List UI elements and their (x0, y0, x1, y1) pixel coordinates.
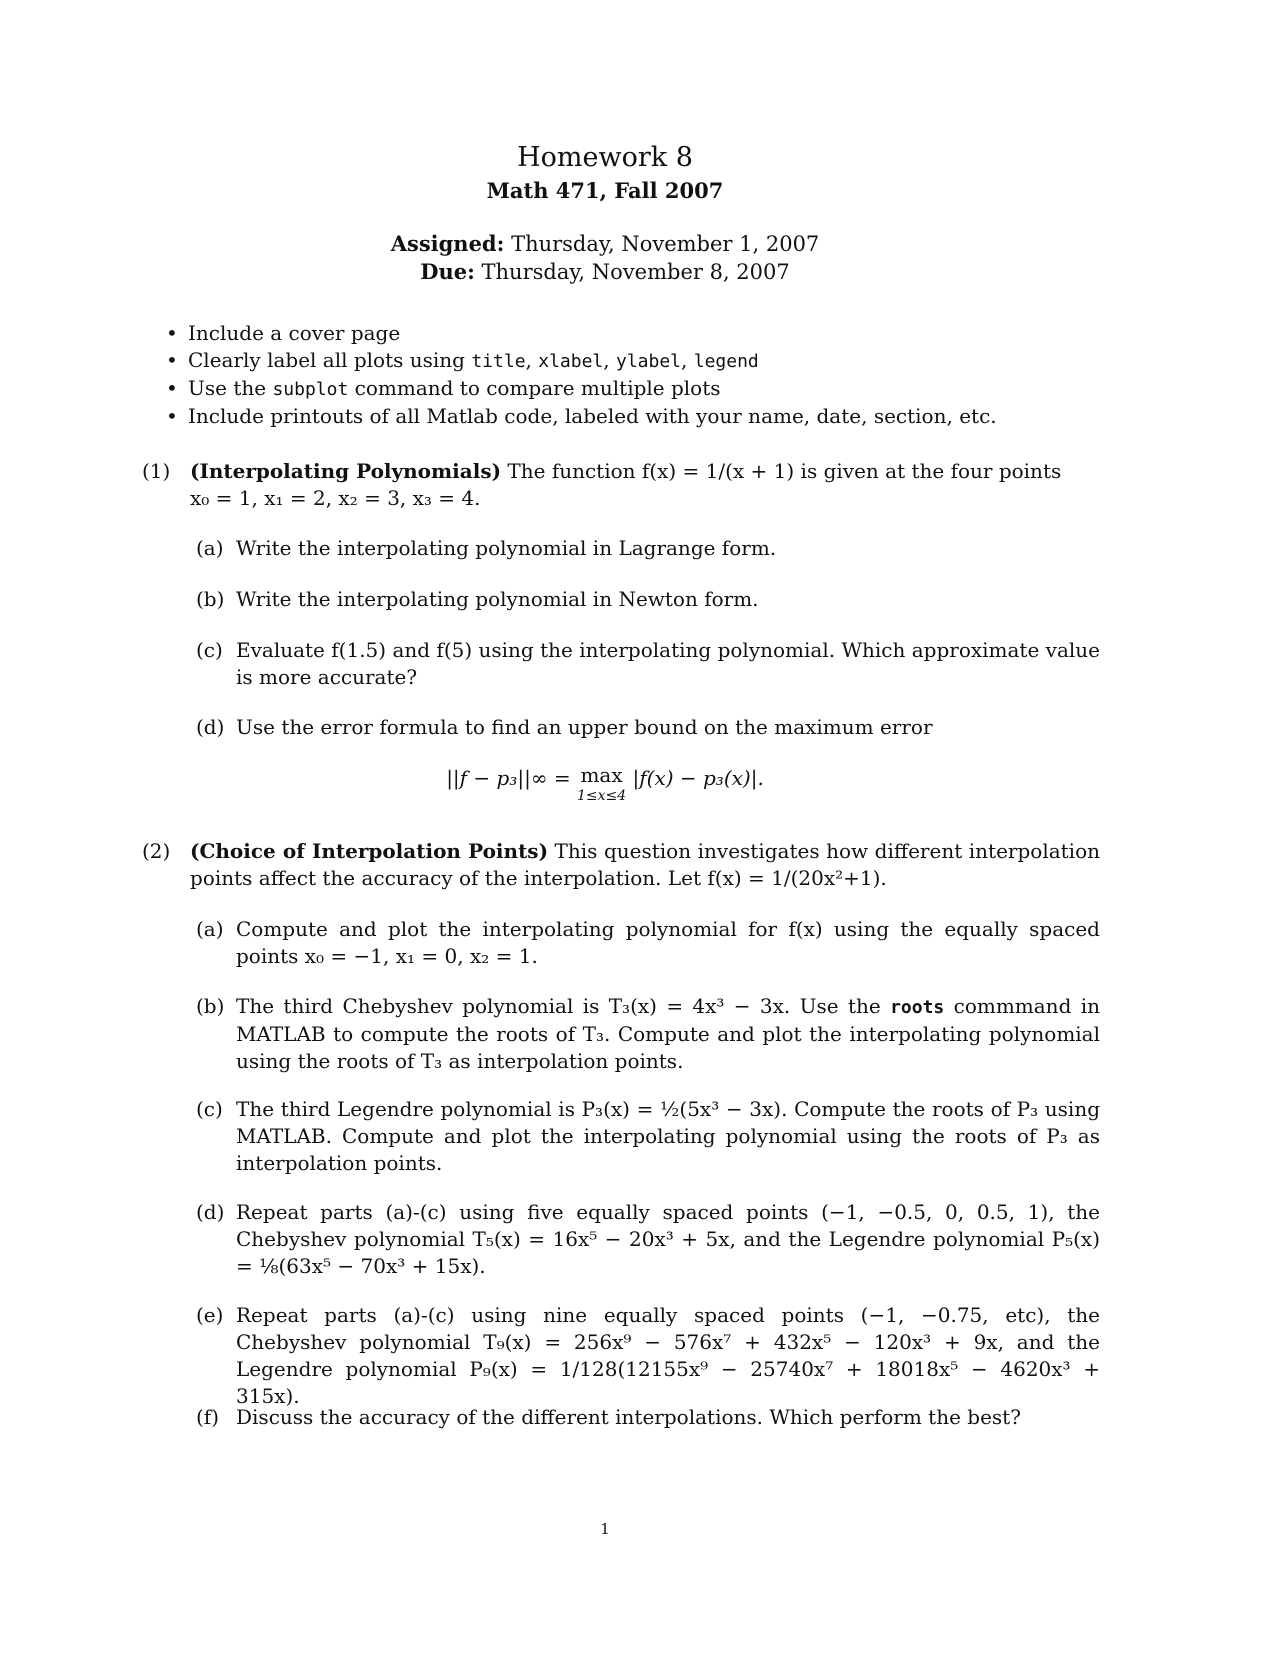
problem-2-part-d (196, 1199, 1100, 1280)
problem-title: (Interpolating Polynomials) (190, 459, 502, 483)
code-xlabel: xlabel (538, 351, 604, 372)
problem-2-part-c (196, 1096, 1100, 1177)
problem-text: The function f(x) = 1/(x + 1) is given at the four points (501, 459, 1062, 483)
instruction-item (166, 375, 997, 403)
code-title: title (471, 351, 526, 372)
instruction-text: Include printouts of all Matlab code, labeled with your name, date, section, etc. (188, 404, 997, 428)
part-label: (a) (196, 917, 224, 941)
instruction-list (166, 320, 997, 430)
course-subtitle: Math 471, Fall 2007 (486, 178, 724, 203)
problem-statement (190, 458, 1100, 512)
problem-1-part-d (196, 714, 1100, 741)
problem-title: (Choice of Interpolation Points) (190, 839, 549, 863)
code-roots: roots (890, 997, 945, 1018)
problem-text: This question investigates how different interpolation points affect the accuracy of the interpolation. Let f(x) = 1/(20x²+1). (190, 839, 1100, 890)
assigned-label: Assigned: (390, 231, 505, 256)
instruction-text: Use the (188, 376, 273, 400)
part-text: Evaluate f(1.5) and f(5) using the interpolating polynomial. Which approximate value is more accurate? (236, 638, 1100, 689)
instruction-text: command to compare multiple plots (348, 376, 721, 400)
part-text: Use the error formula to find an upper bound on the maximum error (236, 715, 933, 739)
part-text-post: commmand in MATLAB to compute the roots of T₃. Compute and plot the interpolating polynomial using the roots of T₃ as interpolation points. (236, 994, 1100, 1073)
assigned-date: Thursday, November 1, 2007 (511, 232, 820, 256)
equation-right: |f(x) − p₃(x)|. (626, 766, 764, 790)
max-range: 1≤x≤4 (576, 788, 627, 804)
part-label: (e) (196, 1303, 224, 1327)
part-text: The third Legendre polynomial is P₃(x) = ½(5x³ − 3x). Compute the roots of P₃ using MATLAB. Compute and plot the interpolating polynomial using the roots of P₃ as interpolation points. (236, 1097, 1100, 1175)
problem-number: (2) (142, 839, 171, 863)
code-ylabel: ylabel (616, 351, 682, 372)
part-text: Write the interpolating polynomial in Lagrange form. (236, 536, 777, 560)
due-line (0, 258, 1210, 286)
max-operator: max (580, 763, 623, 787)
problem-2-part-b (196, 993, 1100, 1075)
problem-2-part-e (196, 1302, 1100, 1410)
problem-1-part-a (196, 535, 1100, 562)
part-text (236, 993, 1100, 1075)
problem-1-part-c (196, 637, 1100, 691)
page-number: 1 (600, 1520, 610, 1538)
problem-text: x₀ = 1, x₁ = 2, x₂ = 3, x₃ = 4. (190, 486, 481, 510)
error-equation (0, 763, 1210, 805)
part-label: (a) (196, 536, 224, 560)
part-label: (d) (196, 1200, 225, 1224)
part-label: (b) (196, 994, 225, 1018)
code-subplot: subplot (272, 379, 349, 400)
instruction-item (166, 403, 997, 430)
equation-left: ||f − p₃||∞ = (446, 766, 577, 790)
part-text: Discuss the accuracy of the different interpolations. Which perform the best? (236, 1405, 1021, 1429)
problem-2 (142, 838, 1100, 892)
part-text: Write the interpolating polynomial in Newton form. (236, 587, 759, 611)
problem-1 (142, 458, 1100, 512)
equation-max (576, 763, 627, 805)
problem-2-part-f (196, 1404, 1100, 1431)
part-label: (c) (196, 638, 223, 662)
assigned-line (0, 230, 1210, 258)
part-text-pre: The third Chebyshev polynomial is T₃(x) = 4x³ − 3x. Use the (236, 994, 891, 1018)
part-text: Compute and plot the interpolating polynomial for f(x) using the equally spaced points x₀ = −1, x₁ = 0, x₂ = 1. (236, 917, 1100, 968)
part-label: (d) (196, 715, 225, 739)
instruction-item: • Clearly label all plots using title, xlabel, ylabel, legend (166, 347, 997, 375)
instruction-item (166, 320, 997, 347)
code-legend: legend (693, 351, 759, 372)
part-label: (b) (196, 587, 225, 611)
document-title: Homework 8 (517, 142, 693, 173)
due-label: Due: (420, 259, 475, 284)
date-block (0, 230, 1210, 286)
problem-statement (190, 838, 1100, 892)
instruction-text: Clearly label all plots using (188, 348, 472, 372)
part-text: Repeat parts (a)-(c) using five equally spaced points (−1, −0.5, 0, 0.5, 1), the Chebyshev polynomial T₅(x) = 16x⁵ − 20x³ + 5x, and the Legendre polynomial P₅(x) = ⅛(63x⁵ − 70x³ + 15x). (236, 1200, 1100, 1278)
instruction-text: Include a cover page (188, 321, 401, 345)
part-label: (c) (196, 1097, 223, 1121)
problem-2-part-a (196, 916, 1100, 970)
part-text: Repeat parts (a)-(c) using nine equally spaced points (−1, −0.75, etc), the Chebyshev polynomial T₉(x) = 256x⁹ − 576x⁷ + 432x⁵ − 120x³ + 9x, and the Legendre polynomial P₉(x) = 1/128(12155x⁹ − 25740x⁷ + 18018x⁵ − 4620x³ + 315x). (236, 1303, 1100, 1408)
problem-1-part-b (196, 586, 1100, 613)
problem-number: (1) (142, 459, 171, 483)
due-date: Thursday, November 8, 2007 (481, 260, 790, 284)
part-label: (f) (196, 1405, 220, 1429)
